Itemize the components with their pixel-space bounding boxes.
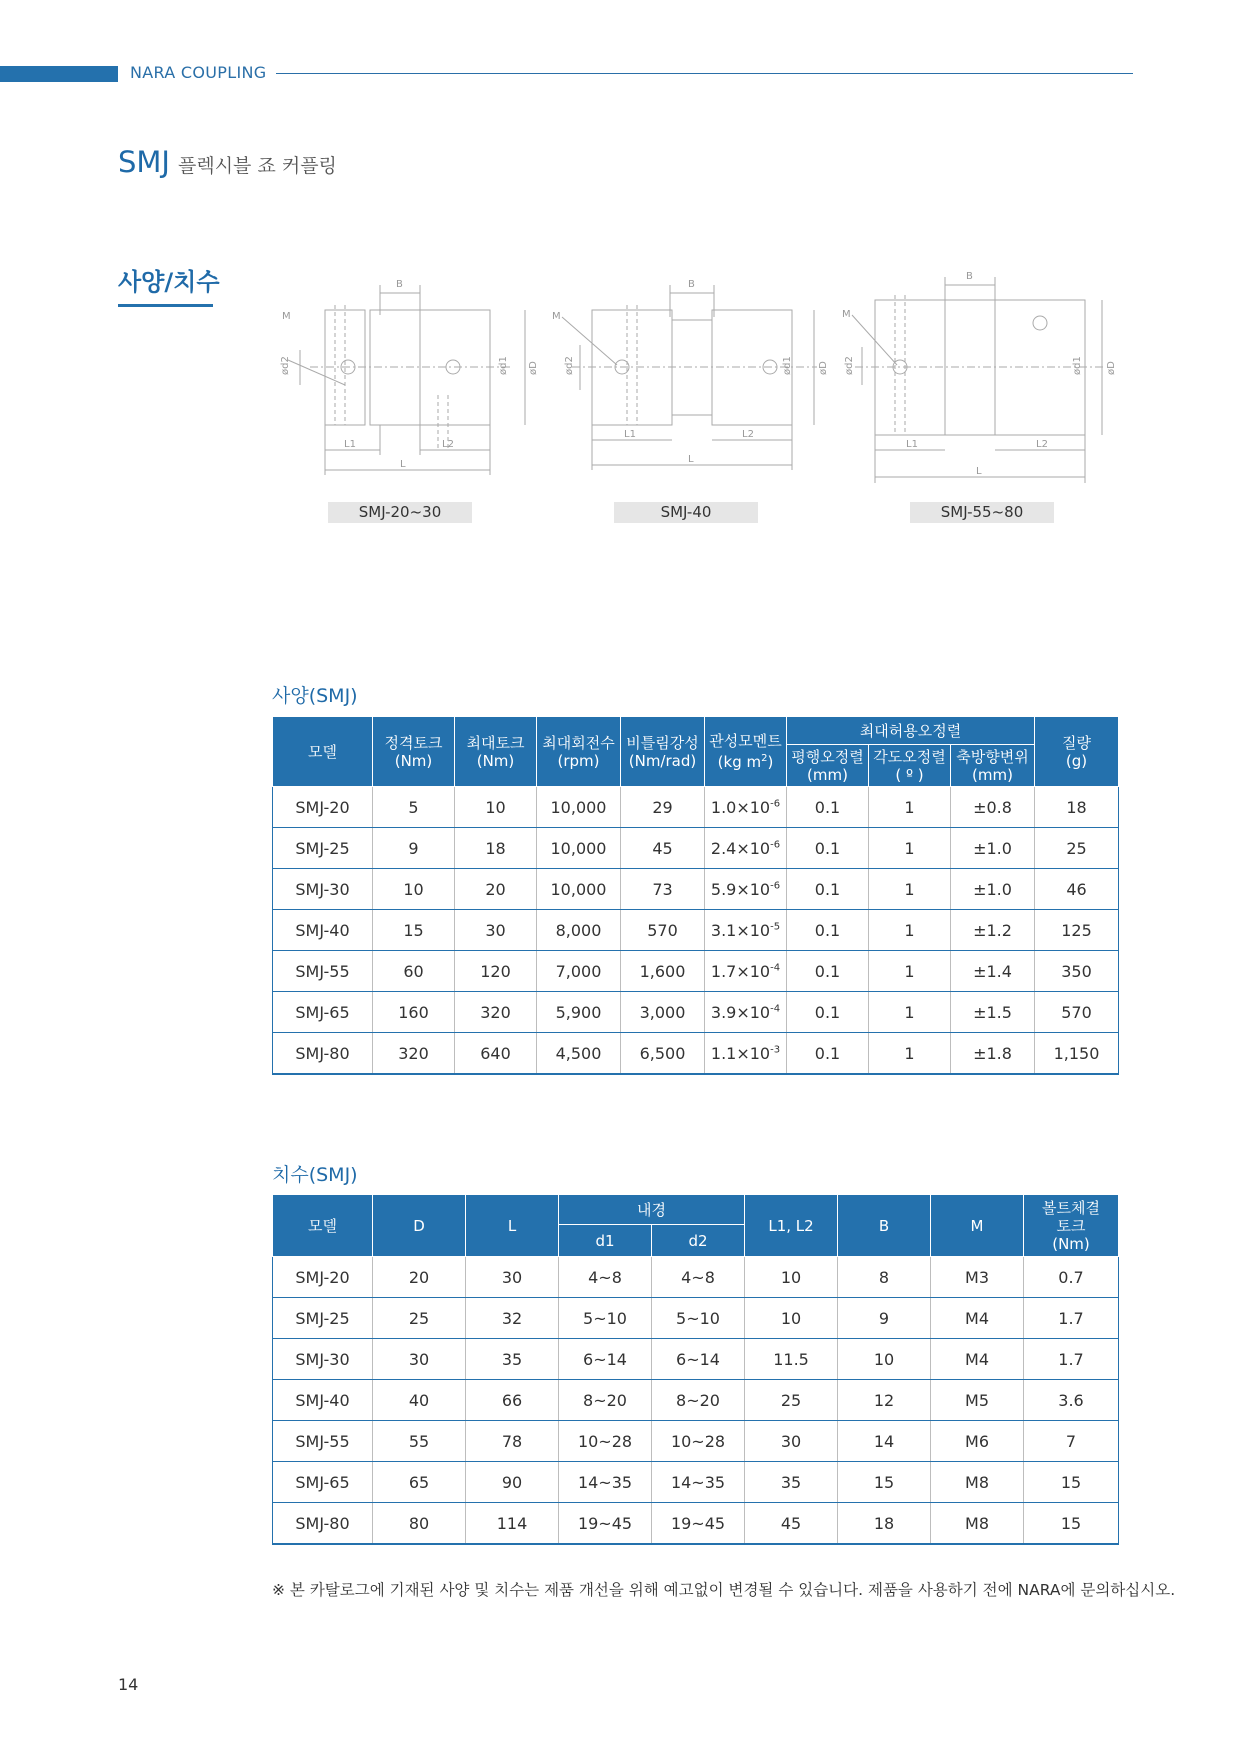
- th-dim-d1: d1: [559, 1225, 652, 1257]
- cell-l1l2: 35: [745, 1462, 838, 1503]
- cell-model: SMJ-30: [273, 869, 373, 910]
- section-underline: [118, 304, 213, 307]
- cell-axial: ±0.8: [951, 787, 1035, 828]
- cell-M: M8: [931, 1462, 1024, 1503]
- cell-bolt-torque: 1.7: [1024, 1339, 1119, 1380]
- dim-D-label: øD: [818, 361, 829, 375]
- diagram-label-smj-40: SMJ-40: [614, 502, 758, 523]
- cell-D: 30: [373, 1339, 466, 1380]
- page-number: 14: [118, 1675, 139, 1694]
- diagram-smj-20-30: [270, 265, 540, 485]
- cell-parallel: 0.1: [787, 951, 869, 992]
- cell-angular: 1: [869, 787, 951, 828]
- cell-B: 8: [838, 1257, 931, 1298]
- spec-row: [273, 951, 1119, 992]
- page-title: [118, 145, 337, 179]
- cell-L: 114: [466, 1503, 559, 1545]
- cell-B: 14: [838, 1421, 931, 1462]
- dim-l-label: L: [400, 459, 406, 470]
- dim-row: [273, 1339, 1119, 1380]
- cell-mass: 350: [1035, 951, 1119, 992]
- cell-parallel: 0.1: [787, 992, 869, 1033]
- th-model: 모델: [273, 717, 373, 787]
- cell-d2: 10~28: [652, 1421, 745, 1462]
- dim-row: [273, 1462, 1119, 1503]
- cell-model: SMJ-25: [273, 1298, 373, 1339]
- th-dim-L: L: [466, 1195, 559, 1257]
- cell-max-speed: 7,000: [537, 951, 621, 992]
- cell-axial: ±1.2: [951, 910, 1035, 951]
- cell-angular: 1: [869, 869, 951, 910]
- dim-row: [273, 1298, 1119, 1339]
- cell-d2: 4~8: [652, 1257, 745, 1298]
- cell-stiffness: 570: [621, 910, 705, 951]
- section-heading: 사양/치수: [118, 268, 220, 296]
- cell-model: SMJ-55: [273, 951, 373, 992]
- cell-stiffness: 3,000: [621, 992, 705, 1033]
- cell-mass: 25: [1035, 828, 1119, 869]
- cell-l1l2: 10: [745, 1298, 838, 1339]
- cell-B: 18: [838, 1503, 931, 1545]
- dim-m-label: M: [842, 309, 851, 320]
- cell-mass: 18: [1035, 787, 1119, 828]
- dim-l1-label: L1: [344, 439, 356, 450]
- cell-angular: 1: [869, 992, 951, 1033]
- cell-angular: 1: [869, 951, 951, 992]
- spec-row: [273, 869, 1119, 910]
- cell-mass: 570: [1035, 992, 1119, 1033]
- cell-d1: 5~10: [559, 1298, 652, 1339]
- dim-l2-label: L2: [1036, 439, 1048, 450]
- cell-parallel: 0.1: [787, 869, 869, 910]
- cell-L: 32: [466, 1298, 559, 1339]
- header-brand: NARA COUPLING: [130, 63, 267, 82]
- cell-d2: 5~10: [652, 1298, 745, 1339]
- cell-axial: ±1.8: [951, 1033, 1035, 1075]
- cell-inertia: $1.0\times 10^{-6}$: [705, 787, 787, 828]
- spec-row: [273, 787, 1119, 828]
- cell-max-speed: 8,000: [537, 910, 621, 951]
- cell-model: SMJ-40: [273, 910, 373, 951]
- cell-L: 90: [466, 1462, 559, 1503]
- cell-mass: 125: [1035, 910, 1119, 951]
- cell-model: SMJ-40: [273, 1380, 373, 1421]
- cell-max-speed: 10,000: [537, 869, 621, 910]
- dim-l-label: L: [688, 454, 694, 465]
- diagram-smj-55-80: [840, 265, 1120, 495]
- cell-bolt-torque: 3.6: [1024, 1380, 1119, 1421]
- dim-D-label: øD: [528, 361, 539, 375]
- th-dim-B: B: [838, 1195, 931, 1257]
- th-dim-D: D: [373, 1195, 466, 1257]
- cell-d1: 4~8: [559, 1257, 652, 1298]
- cell-l1l2: 11.5: [745, 1339, 838, 1380]
- cell-inertia: $1.1\times 10^{-3}$: [705, 1033, 787, 1075]
- spec-table: [272, 716, 1119, 1075]
- dim-b-label: B: [966, 271, 973, 282]
- cell-max-torque: 120: [455, 951, 537, 992]
- dim-table-title: 치수(SMJ): [272, 1164, 358, 1186]
- cell-l1l2: 10: [745, 1257, 838, 1298]
- cell-D: 55: [373, 1421, 466, 1462]
- cell-M: M4: [931, 1298, 1024, 1339]
- cell-d1: 6~14: [559, 1339, 652, 1380]
- cell-D: 80: [373, 1503, 466, 1545]
- cell-stiffness: 73: [621, 869, 705, 910]
- dim-row: [273, 1421, 1119, 1462]
- cell-max-torque: 10: [455, 787, 537, 828]
- title-model: SMJ: [118, 145, 170, 179]
- cell-rated-torque: 9: [373, 828, 455, 869]
- cell-d2: 8~20: [652, 1380, 745, 1421]
- th-dim-l1l2: L1, L2: [745, 1195, 838, 1257]
- cell-model: SMJ-80: [273, 1503, 373, 1545]
- title-subtitle: 플렉시블 죠 커플링: [177, 155, 337, 177]
- cell-bolt-torque: 15: [1024, 1503, 1119, 1545]
- cell-max-torque: 30: [455, 910, 537, 951]
- dim-b-label: B: [396, 279, 403, 290]
- cell-axial: ±1.5: [951, 992, 1035, 1033]
- cell-stiffness: 6,500: [621, 1033, 705, 1075]
- cell-stiffness: 29: [621, 787, 705, 828]
- cell-model: SMJ-30: [273, 1339, 373, 1380]
- cell-l1l2: 25: [745, 1380, 838, 1421]
- th-mass: 질량 (g): [1035, 717, 1119, 787]
- dim-m-label: M: [282, 311, 291, 322]
- cell-B: 12: [838, 1380, 931, 1421]
- cell-model: SMJ-20: [273, 1257, 373, 1298]
- th-inertia: 관성모멘트 (kg $m^2$): [705, 717, 787, 787]
- cell-d2: 14~35: [652, 1462, 745, 1503]
- cell-bolt-torque: 0.7: [1024, 1257, 1119, 1298]
- cell-model: SMJ-20: [273, 787, 373, 828]
- cell-max-speed: 4,500: [537, 1033, 621, 1075]
- dim-table: [272, 1194, 1119, 1545]
- cell-stiffness: 45: [621, 828, 705, 869]
- dim-d2-label: ød2: [564, 356, 575, 375]
- cell-d2: 19~45: [652, 1503, 745, 1545]
- cell-d1: 10~28: [559, 1421, 652, 1462]
- cell-model: SMJ-25: [273, 828, 373, 869]
- spec-table-title: 사양(SMJ): [272, 685, 358, 707]
- header-rule: [276, 73, 1133, 74]
- cell-d1: 19~45: [559, 1503, 652, 1545]
- cell-model: SMJ-65: [273, 1462, 373, 1503]
- cell-l1l2: 45: [745, 1503, 838, 1545]
- cell-d2: 6~14: [652, 1339, 745, 1380]
- cell-bolt-torque: 7: [1024, 1421, 1119, 1462]
- diagram-label-smj-20-30: SMJ-20~30: [328, 502, 472, 523]
- cell-model: SMJ-65: [273, 992, 373, 1033]
- cell-parallel: 0.1: [787, 828, 869, 869]
- cell-mass: 1,150: [1035, 1033, 1119, 1075]
- cell-max-speed: 5,900: [537, 992, 621, 1033]
- cell-L: 35: [466, 1339, 559, 1380]
- cell-parallel: 0.1: [787, 787, 869, 828]
- dim-D-label: øD: [1106, 361, 1117, 375]
- th-stiffness: 비틀림강성 (Nm/rad): [621, 717, 705, 787]
- cell-max-torque: 18: [455, 828, 537, 869]
- cell-axial: ±1.4: [951, 951, 1035, 992]
- footnote: ※ 본 카탈로그에 기재된 사양 및 치수는 제품 개선을 위해 예고없이 변경될 수 있습니다. 제품을 사용하기 전에 NARA에 문의하십시오.: [272, 1581, 1176, 1599]
- cell-stiffness: 1,600: [621, 951, 705, 992]
- cell-model: SMJ-80: [273, 1033, 373, 1075]
- cell-angular: 1: [869, 828, 951, 869]
- dim-m-label: M: [552, 311, 561, 322]
- cell-angular: 1: [869, 1033, 951, 1075]
- cell-inertia: $3.1\times 10^{-5}$: [705, 910, 787, 951]
- th-angular: 각도오정렬 ( º ): [869, 745, 951, 787]
- th-rated-torque: 정격토크 (Nm): [373, 717, 455, 787]
- cell-l1l2: 30: [745, 1421, 838, 1462]
- dim-d2-label: ød2: [844, 356, 855, 375]
- cell-M: M8: [931, 1503, 1024, 1545]
- cell-B: 10: [838, 1339, 931, 1380]
- cell-D: 65: [373, 1462, 466, 1503]
- cell-parallel: 0.1: [787, 910, 869, 951]
- cell-max-torque: 20: [455, 869, 537, 910]
- cell-D: 25: [373, 1298, 466, 1339]
- cell-mass: 46: [1035, 869, 1119, 910]
- cell-rated-torque: 160: [373, 992, 455, 1033]
- cell-D: 20: [373, 1257, 466, 1298]
- dim-row: [273, 1503, 1119, 1545]
- th-axial: 축방향변위 (mm): [951, 745, 1035, 787]
- diagram-smj-40: [552, 265, 832, 485]
- cell-model: SMJ-55: [273, 1421, 373, 1462]
- header-accent-bar: [0, 66, 118, 82]
- th-dim-model: 모델: [273, 1195, 373, 1257]
- dim-row: [273, 1380, 1119, 1421]
- dim-b-label: B: [688, 279, 695, 290]
- cell-L: 30: [466, 1257, 559, 1298]
- dim-l2-label: L2: [742, 429, 754, 440]
- cell-max-torque: 640: [455, 1033, 537, 1075]
- cell-parallel: 0.1: [787, 1033, 869, 1075]
- cell-axial: ±1.0: [951, 828, 1035, 869]
- cell-B: 15: [838, 1462, 931, 1503]
- th-dim-bolt-torque: 볼트체결 토크 (Nm): [1024, 1195, 1119, 1257]
- cell-rated-torque: 5: [373, 787, 455, 828]
- cell-max-torque: 320: [455, 992, 537, 1033]
- cell-D: 40: [373, 1380, 466, 1421]
- cell-M: M3: [931, 1257, 1024, 1298]
- th-misalignment: 최대허용오정렬: [787, 717, 1035, 745]
- cell-inertia: $3.9\times 10^{-4}$: [705, 992, 787, 1033]
- dim-l-label: L: [976, 466, 982, 477]
- dim-l1-label: L1: [906, 439, 918, 450]
- spec-row: [273, 910, 1119, 951]
- th-parallel: 평행오정렬 (mm): [787, 745, 869, 787]
- th-dim-d2: d2: [652, 1225, 745, 1257]
- cell-d1: 14~35: [559, 1462, 652, 1503]
- cell-L: 78: [466, 1421, 559, 1462]
- cell-M: M4: [931, 1339, 1024, 1380]
- th-max-speed: 최대회전수 (rpm): [537, 717, 621, 787]
- cell-rated-torque: 320: [373, 1033, 455, 1075]
- spec-row: [273, 828, 1119, 869]
- th-dim-M: M: [931, 1195, 1024, 1257]
- dim-d1-label: ød1: [1072, 356, 1083, 375]
- cell-M: M6: [931, 1421, 1024, 1462]
- spec-row: [273, 1033, 1119, 1075]
- cell-max-speed: 10,000: [537, 828, 621, 869]
- dim-d2-label: ød2: [280, 356, 291, 375]
- cell-M: M5: [931, 1380, 1024, 1421]
- cell-inertia: $5.9\times 10^{-6}$: [705, 869, 787, 910]
- dim-d1-label: ød1: [782, 356, 793, 375]
- th-dim-bore: 내경: [559, 1195, 745, 1225]
- cell-rated-torque: 10: [373, 869, 455, 910]
- cell-axial: ±1.0: [951, 869, 1035, 910]
- spec-row: [273, 992, 1119, 1033]
- th-max-torque: 최대토크 (Nm): [455, 717, 537, 787]
- cell-bolt-torque: 1.7: [1024, 1298, 1119, 1339]
- cell-rated-torque: 60: [373, 951, 455, 992]
- dim-l1-label: L1: [624, 429, 636, 440]
- cell-inertia: $2.4\times 10^{-6}$: [705, 828, 787, 869]
- cell-angular: 1: [869, 910, 951, 951]
- cell-rated-torque: 15: [373, 910, 455, 951]
- cell-bolt-torque: 15: [1024, 1462, 1119, 1503]
- cell-B: 9: [838, 1298, 931, 1339]
- diagram-label-smj-55-80: SMJ-55~80: [910, 502, 1054, 523]
- cell-max-speed: 10,000: [537, 787, 621, 828]
- dim-l2-label: L2: [442, 439, 454, 450]
- cell-d1: 8~20: [559, 1380, 652, 1421]
- cell-inertia: $1.7\times 10^{-4}$: [705, 951, 787, 992]
- dim-row: [273, 1257, 1119, 1298]
- cell-L: 66: [466, 1380, 559, 1421]
- dim-d1-label: ød1: [498, 356, 509, 375]
